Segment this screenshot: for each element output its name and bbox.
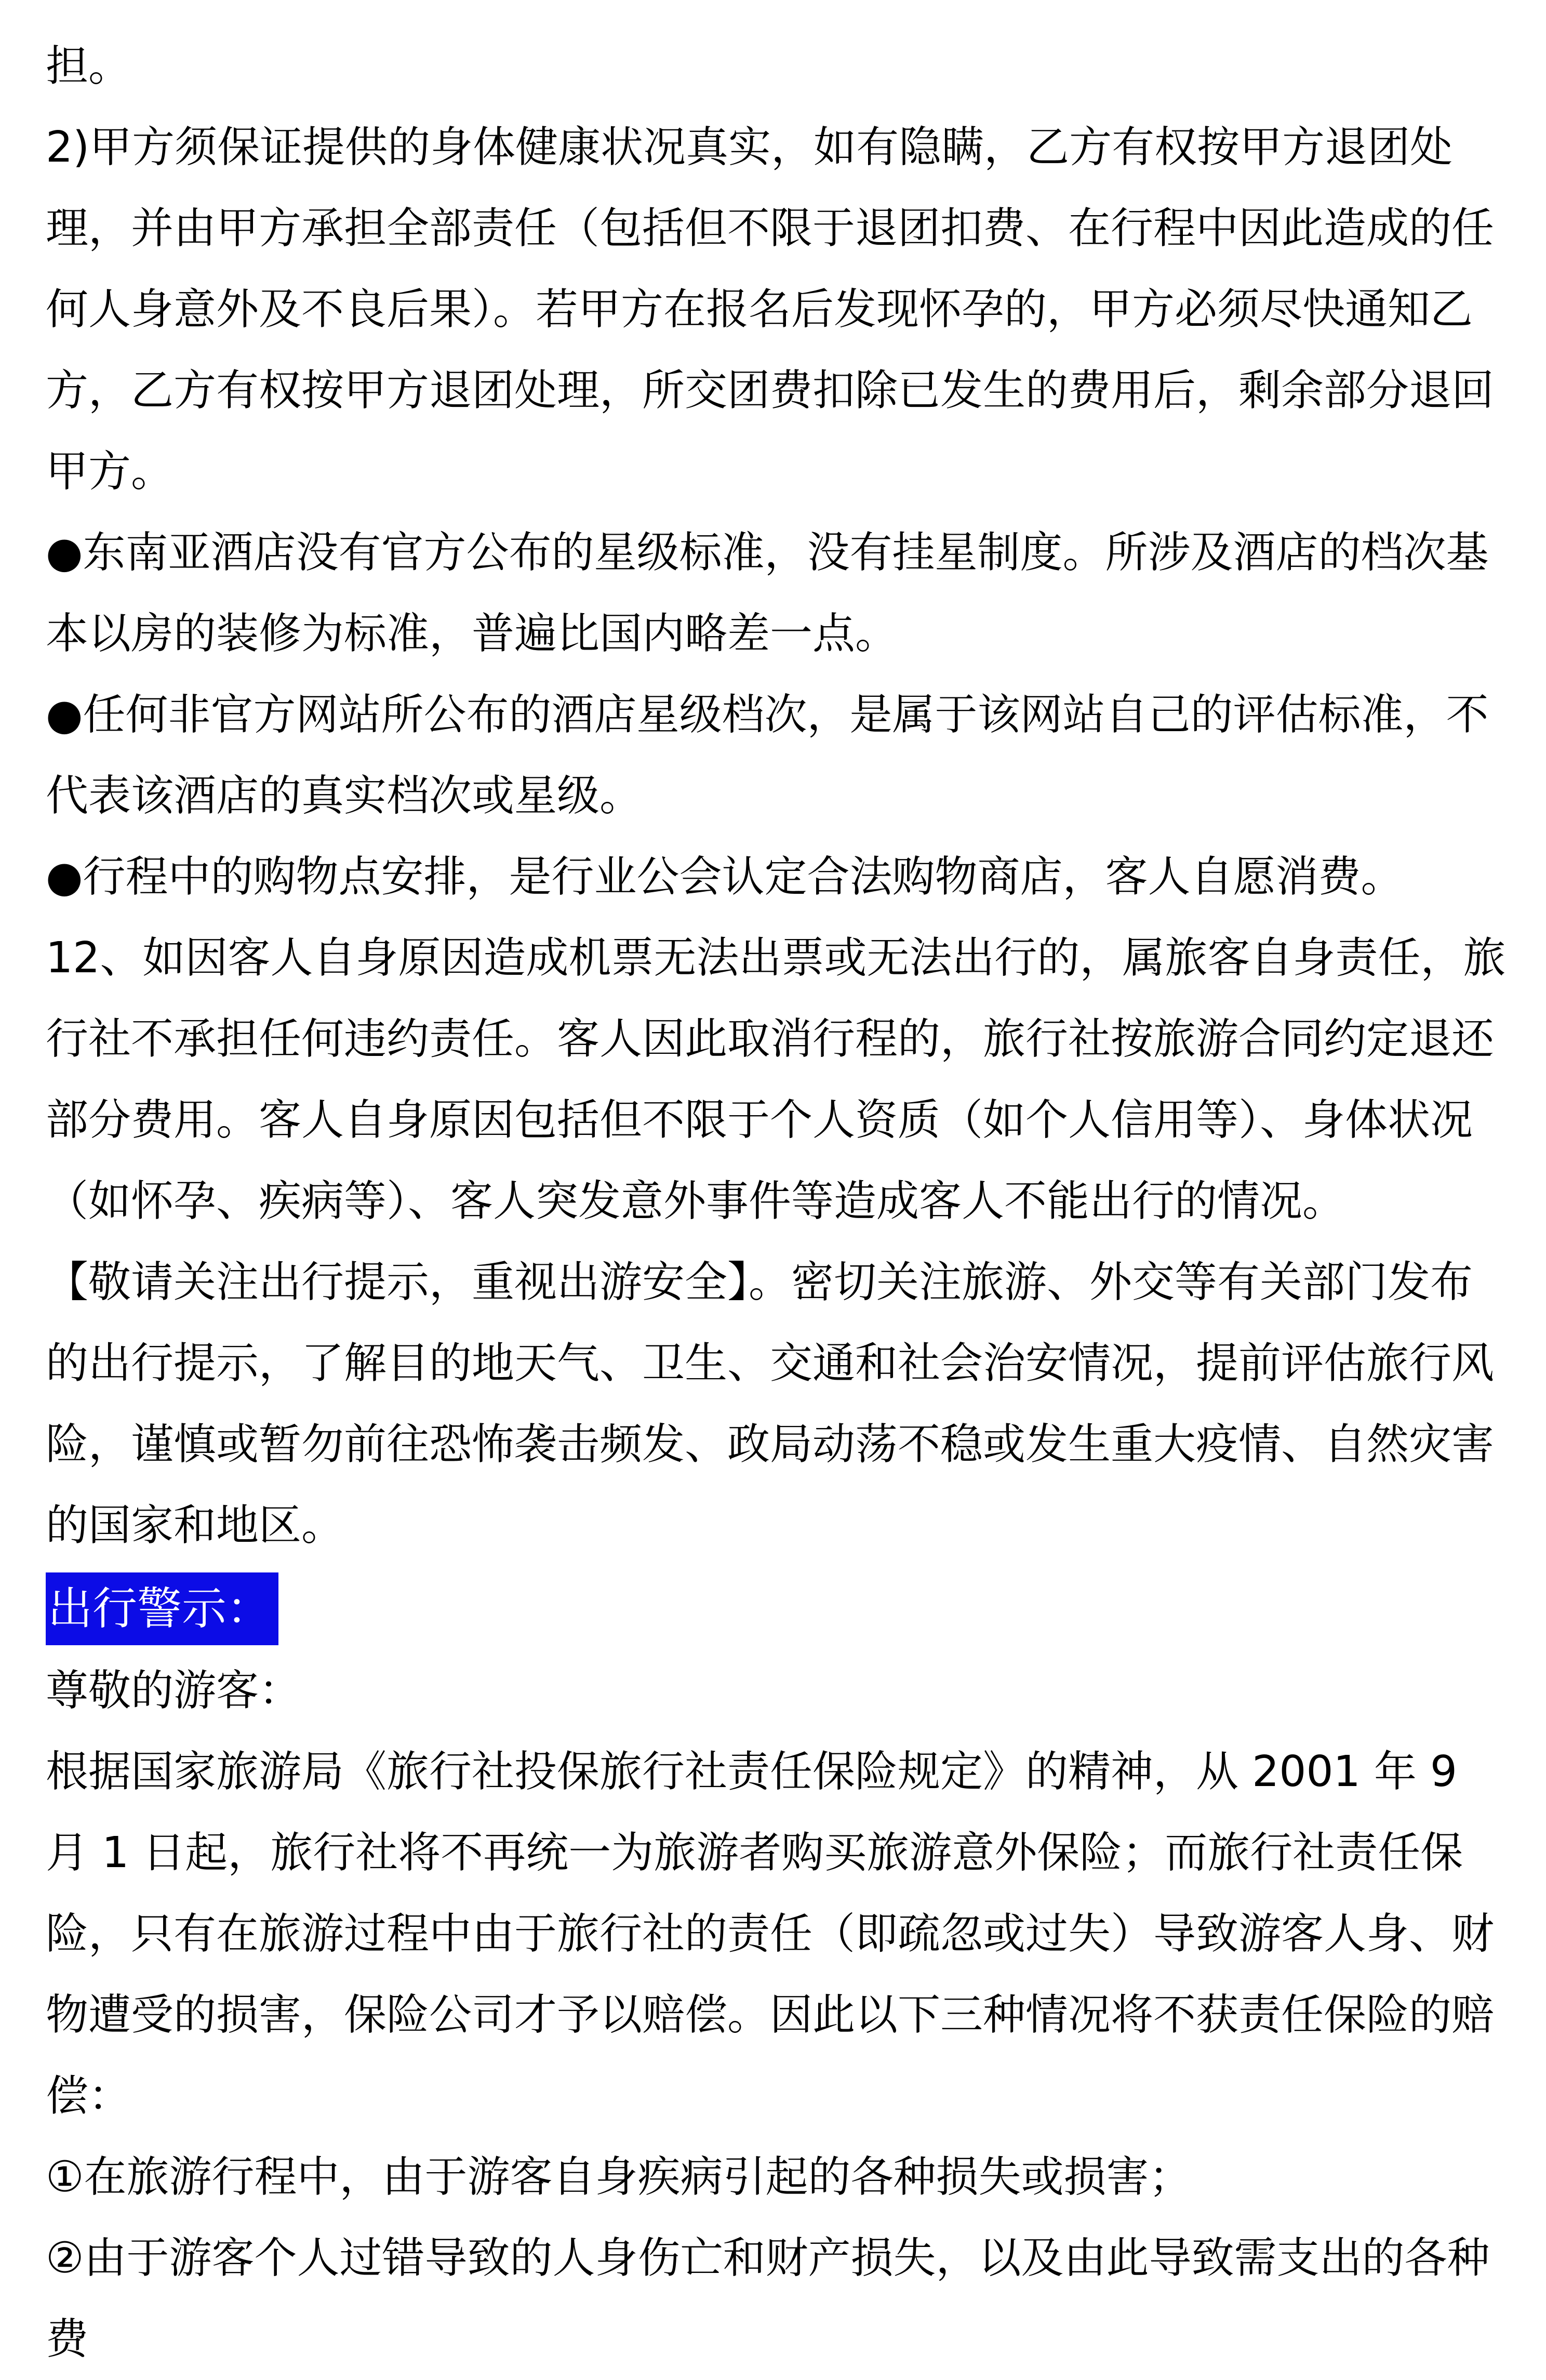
paragraph-health-disclosure: 2)甲方须保证提供的身体健康状况真实，如有隐瞒，乙方有权按甲方退团处理，并由甲方承担全部责任（包括但不限于退团扣费、在行程中因此造成的任何人身意外及不良后果）。若甲方在报名后发现怀孕的，甲方必须尽快通知乙方，乙方有权按甲方退团处理，所交团费扣除已发生的费用后，剩余部分退回甲方。 <box>46 123 1495 496</box>
paragraph-hotel-rating-website: ●任何非官方网站所公布的酒店星级档次，是属于该网站自己的评估标准，不代表该酒店的真实档次或星级。 <box>46 690 1489 821</box>
paragraph-hotel-star-standard: ●东南亚酒店没有官方公布的星级标准，没有挂星制度。所涉及酒店的档次基本以房的装修为标准，普遍比国内略差一点。 <box>46 528 1489 658</box>
paragraph-insurance-regulation: 根据国家旅游局《旅行社投保旅行社责任保险规定》的精神，从 2001 年 9 月 1 日起，旅行社将不再统一为旅游者购买旅游意外保险；而旅行社责任保险，只有在旅游过程中由于旅行社的责任（即疏忽或过失）导致游客人身、财物遭受的损害，保险公司才予以赔偿。因此以下三种情况将不获责任保险的赔偿： <box>46 1747 1495 2121</box>
paragraph-exclusion-2: ②由于游客个人过错导致的人身伤亡和财产损失，以及由此导致需支出的各种费 <box>46 2233 1490 2364</box>
paragraph-shopping-points: ●行程中的购物点安排，是行业公会认定合法购物商店，客人自愿消费。 <box>46 852 1404 902</box>
travel-warning-heading: 出行警示： <box>46 1572 278 1645</box>
document-body <box>46 26 1511 2380</box>
paragraph-greeting: 尊敬的游客： <box>46 1666 302 1715</box>
paragraph-item-12: 12、如因客人自身原因造成机票无法出票或无法出行的，属旅客自身责任，旅行社不承担任何违约责任。客人因此取消行程的，旅行社按旅游合同约定退还部分费用。客人自身原因包括但不限于个人资质（如个人信用等）、身体状况（如怀孕、疾病等）、客人突发意外事件等造成客人不能出行的情况。 <box>46 933 1506 1226</box>
paragraph-continuation: 担。 <box>46 42 131 91</box>
paragraph-travel-safety: 【敬请关注出行提示，重视出游安全】。密切关注旅游、外交等有关部门发布的出行提示，了解目的地天气、卫生、交通和社会治安情况，提前评估旅行风险，谨慎或暂勿前往恐怖袭击频发、政局动荡不稳或发生重大疫情、自然灾害的国家和地区。 <box>46 1258 1495 1550</box>
paragraph-exclusion-1: ①在旅游行程中，由于游客自身疾病引起的各种损失或损害； <box>46 2152 1192 2202</box>
